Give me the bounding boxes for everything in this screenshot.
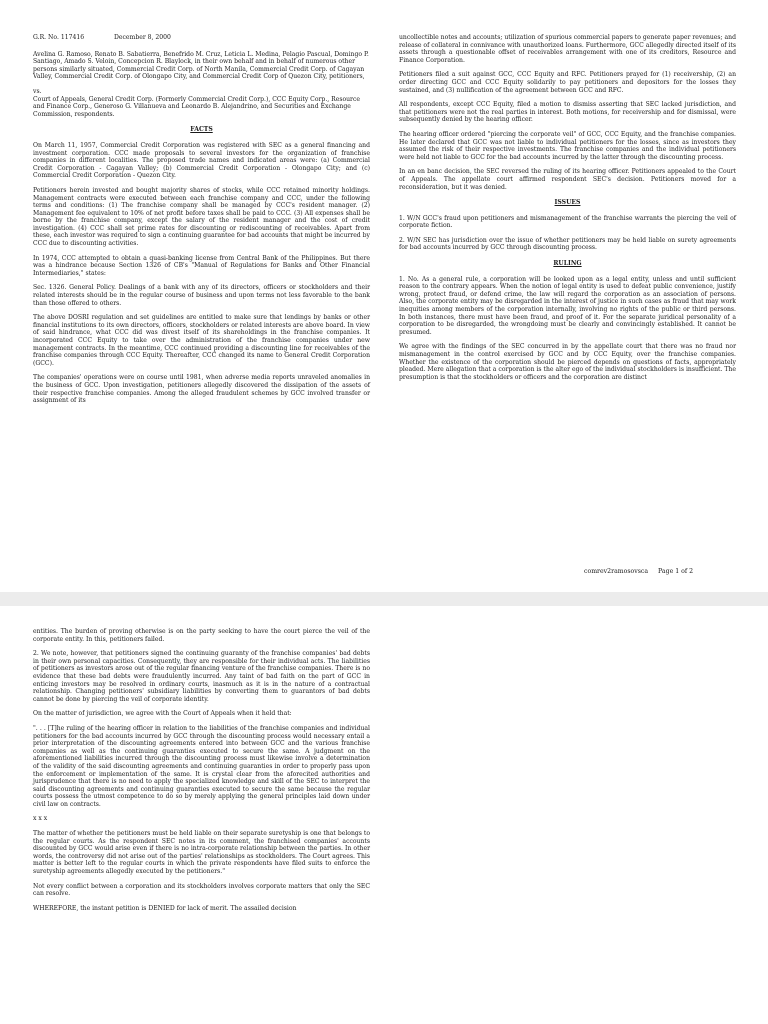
case-header [33, 34, 370, 42]
page1-right-column [399, 34, 736, 388]
facts-paragraph: In an en banc decision, the SEC reversed the ruling of its hearing officer. Petitioners appealed to the Court of Appeals. The appellate court affirmed respondent SEC's decision. Petitioners moved for a reconsideration, but it was denied. [399, 168, 736, 191]
issues-heading: ISSUES [554, 199, 581, 207]
ruling-paragraph: Not every conflict between a corporation and its stockholders involves corporate matters that only the SEC can resolve. [33, 882, 370, 898]
respondents-text: Court of Appeals, General Credit Corp. (Formerly Commercial Credit Corp.), CCC Equity Corp., Resource and Finance Corp., Generoso G. Villanueva and Leonardo B. Alejandrino, and Securities and Exchange Commission, respondents. [33, 95, 360, 118]
ruling-paragraph: We agree with the findings of the SEC concurred in by the appellate court that there was no fraud nor mismanagement in the control exercised by GCC and by CCC Equity, over the franchise companies. Whether the existence of the corporation should be pierced depends on questions of facts, appropriately pleaded. Mere allegation that a corporation is the alter ego of the individual stockholders is insufficient. The presumption is that the stockholders or officers and the corporation are distinct [399, 343, 736, 381]
ruling-paragraph: entities. The burden of proving otherwise is on the party seeking to have the court pierce the veil of the corporate entity. In this, petitioners failed. [33, 628, 370, 643]
dispositive-paragraph: WHEREFORE, the instant petition is DENIED for lack of merit. The assailed decision [33, 904, 297, 912]
quoted-ruling: The matter of whether the petitioners must be held liable on their separate suretyship is one that belongs to the regular courts. As the respondent SEC notes in its comment, the franchised companies' accounts discounted by GCC would arise even if there is no intra-corporate relationship between the parties. In other words, the controversy did not arise out of the parties' relationships as stockholders. The Court agrees. This matter is better left to the regular courts in which the private respondents have filed suits to enforce the suretyship agreements allegedly executed by the petitioners." [33, 830, 370, 876]
facts-heading: FACTS [190, 126, 213, 134]
quoted-regulation: Sec. 1326. General Policy. Dealings of a bank with any of its directors, officers or stockholders and their related interests should be in the regular course of business and upon terms not less favorable to the bank than those offered to others. [33, 284, 370, 307]
petitioners-text: Avelina G. Ramoso, Renato B. Sabatierra, Benefrido M. Cruz, Leticia L. Medina, Pelagio Pascual, Domingo P. Santiago, Amado S. Veloin, Concepcion R. Blaylock, in their own behalf and in behalf of numerous other persons similarly situated, Commercial Credit Corp. of North Manila, Commercial Credit Corp. of Cagayan Valley, Commercial Credit Corp. of Olongapo City, and Commercial Credit Corp of Quezon City, petitioners, [33, 50, 369, 81]
facts-paragraph: In 1974, CCC attempted to obtain a quasi-banking license from Central Bank of the Philippines. But there was a hindrance because Section 1326 of CB's "Manual of Regulations for Banks and Other Financial Intermediaries," states: [33, 254, 370, 277]
page-footer [584, 568, 693, 575]
facts-paragraph: All respondents, except CCC Equity, filed a motion to dismiss asserting that SEC lacked jurisdiction, and that petitioners were not the real parties in interest. Both motions, for receivership and for dismissal, were subsequently denied by the hearing officer. [399, 101, 736, 124]
facts-paragraph: Petitioners filed a suit against GCC, CCC Equity and RFC. Petitioners prayed for (1) receivership, (2) an order directing GCC and CCC Equity solidarily to pay petitioners and depositors for the losses they sustained, and (3) nullification of the agreement between GCC and RFC. [399, 71, 736, 94]
quoted-ruling: ". . . [T]he ruling of the hearing officer in relation to the liabilities of the franchise companies and individual petitioners for the bad accounts incurred by GCC through the discounting process would necessary entail a prior interpretation of the discounting agreements entered into between GCC and the various franchise companies as well as the continuing guaranties executed to secure the same. A judgment on the aforementioned liabilities incurred through the discounting process must likewise involve a determination of the validity of the said discounting agreements and continuing guaranties in order to properly pass upon the enforcement or implementation of the same. It is crystal clear from the aforecited authorities and jurisprudence that there is no need to apply the specialized knowledge and skill of the SEC to interpret the said discounting agreements and continuing guaranties executed to secure the same because the regular courts possess the utmost competence to do so by merely applying the general principles laid down under civil law on contracts. [33, 724, 370, 808]
page2-left-column [33, 628, 370, 919]
gr-number: G.R. No. 117416 [33, 34, 85, 41]
facts-paragraph: The above DOSRI regulation and set guidelines are entitled to make sure that lendings by banks or other financial institutions to its own directors, officers, stockholders or related interests are above board. In view of said hindrance, what CCC did was divest itself of its shareholdings in the franchise companies. It incorporated CCC Equity to take over the administration of the franchise companies under new management contracts. In the meantime, CCC continued providing a discounting line for receivables of the franchise companies through CCC Equity. Thereafter, CCC changed its name to General Credit Corporation (GCC). [33, 314, 370, 367]
ruling-paragraph: 2. We note, however, that petitioners signed the continuing guaranty of the franchise companies' bad debts in their own personal capacities. Consequently, they are responsible for their individual acts. The liabilities of petitioners as investors arose out of the regular financing venture of the franchise companies. There is no evidence that these bad debts were fraudulently incurred. Any taint of bad faith on the part of GCC in enticing investors may be resolved in ordinary courts, inasmuch as it is in the nature of a contractual relationship. Changing petitioners' subsidiary liabilities by converting them to guarantors of bad debts cannot be done by piercing the veil of corporate identity. [33, 650, 370, 703]
facts-paragraph: The companies' operations were on course until 1981, when adverse media reports unraveled anomalies in the business of GCC. Upon investigation, petitioners allegedly discovered the dissipation of the assets of their respective franchise companies. Among the alleged fraudulent schemes by GCC involved transfer or assignment of its [33, 374, 370, 405]
issue-item: 2. W/N SEC has jurisdiction over the issue of whether petitioners may be held liable on surety agreements for bad accounts incurred by GCC through discounting process. [399, 236, 736, 252]
ellipsis-marker: x x x [33, 815, 48, 823]
versus-text: vs. [33, 87, 42, 95]
decision-date: December 8, 2000 [114, 34, 171, 41]
facts-paragraph: On March 11, 1957, Commercial Credit Corporation was registered with SEC as a general financing and investment corporation. CCC made proposals to several investors for the organization of franchise companies in different localities. The proposed trade names and indicated areas were: (a) Commercial Credit Corporation - Cagayan Valley; (b) Commercial Credit Corporation - Olongapo City; and (c) Commercial Credit Corporation - Quezon City. [33, 141, 370, 180]
page-number: Page 1 of 2 [658, 568, 694, 575]
footer-reference: comrev2ramosovsca [584, 568, 649, 575]
ruling-paragraph: 1. No. As a general rule, a corporation will be looked upon as a legal entity, unless and until sufficient reason to the contrary appears. When the notion of legal entity is used to defeat public convenience, justify wrong, protect fraud, or defend crime, the law will regard the corporation as an association of persons. Also, the corporate entity may be disregarded in the interest of justice in such cases as fraud that may work inequities among members of the corporation internally, involving no rights of the public or third persons. In both instances, there must have been fraud, and proof of it. For the separate juridical personality of a corporation to be disregarded, the wrongdoing must be clearly and convincingly established. It cannot be presumed. [399, 275, 736, 336]
ruling-paragraph: On the matter of jurisdiction, we agree with the Court of Appeals when it held that: [33, 710, 292, 718]
facts-paragraph: uncollectible notes and accounts; utilization of spurious commercial papers to generate paper revenues; and release of collateral in connivance with unauthorized loans. Furthermore, GCC allegedly directed itself of its assets through a questionable offset of receivables arrangement with one of its creditors, Resource and Finance Corporation. [399, 34, 736, 64]
ruling-heading: RULING [553, 260, 582, 268]
facts-paragraph: The hearing officer ordered "piercing the corporate veil" of GCC, CCC Equity, and the franchise companies. He later declared that GCC was not liable to individual petitioners for the losses, since as investors they assumed the risk of their respective investments. The franchise companies and the individual petitioners were held not liable to GCC for the bad accounts incurred by the latter through the discounting process. [399, 130, 736, 161]
facts-paragraph: Petitioners herein invested and bought majority shares of stocks, while CCC retained minority holdings. Management contracts were executed between each franchise company and CCC, under the following terms and conditions: (1) The franchise company shall be managed by CCC's resident manager. (2) Management fee equivalent to 10% of net profit before taxes shall be paid to CCC. (3) All expenses shall be borne by the franchise company, except the salary of the resident manager and the cost of credit investigation. (4) CCC shall set prime rates for discounting or rediscounting of receivables. Apart from these, each investor was required to sign a continuing guarantee for bad accounts that might be incurred by CCC due to discounting activities. [33, 186, 370, 248]
issue-item: 1. W/N GCC's fraud upon petitioners and mismanagement of the franchise warrants the piercing the veil of corporate fiction. [399, 214, 736, 230]
page1-left-column [33, 34, 370, 412]
